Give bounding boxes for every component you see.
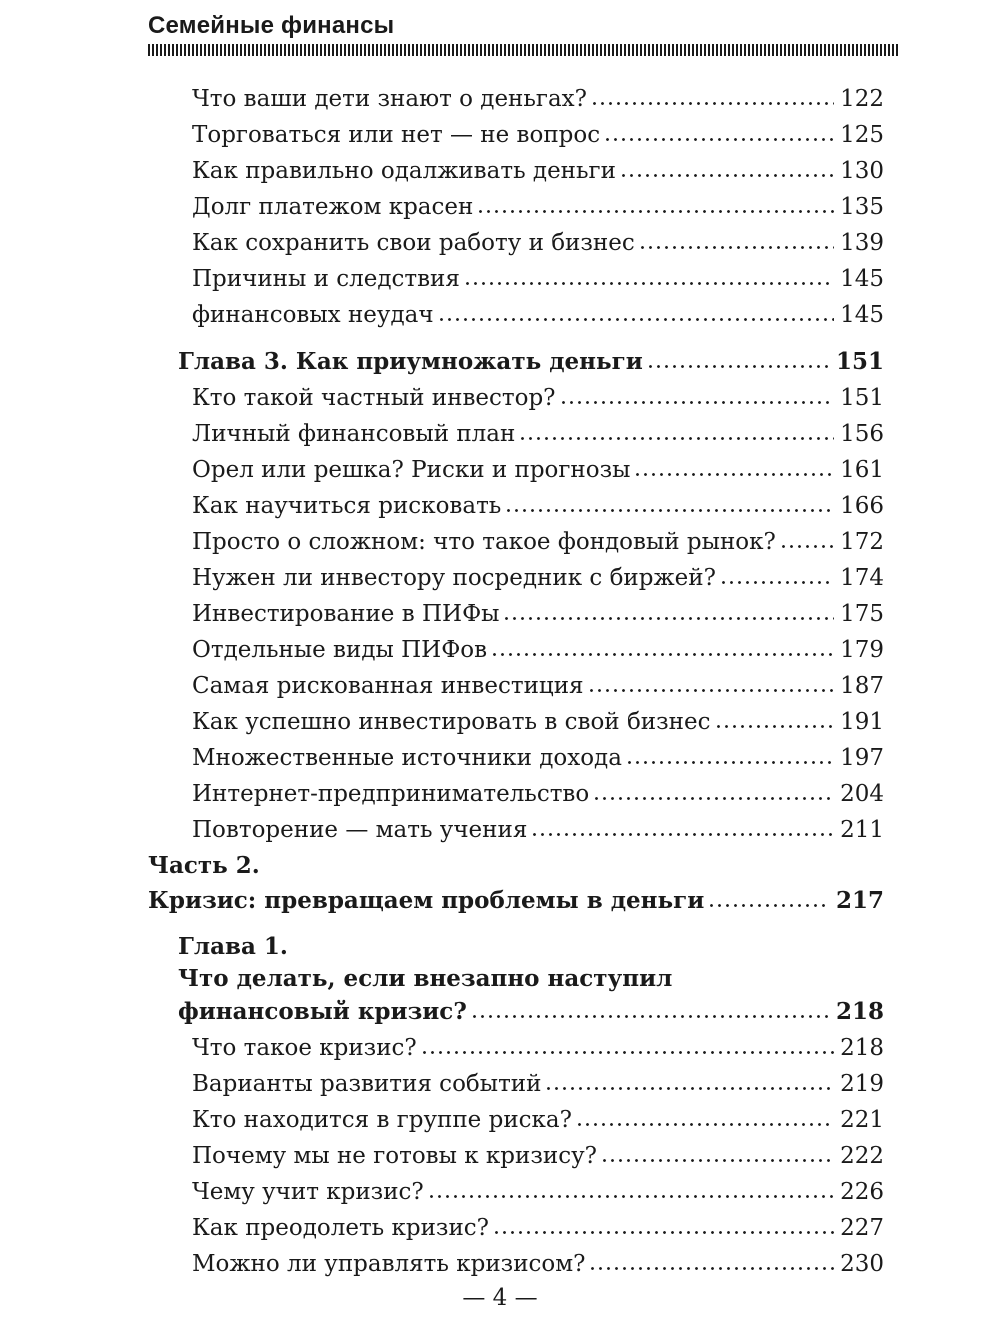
dot-leader xyxy=(649,365,830,369)
toc-entry xyxy=(192,669,884,703)
toc-entry xyxy=(192,777,884,811)
dot-leader xyxy=(593,102,834,106)
dot-leader xyxy=(505,617,834,621)
toc-entry-page: 125 xyxy=(840,122,884,148)
chapter-title: Глава 3. Как приумножать деньги xyxy=(178,348,643,375)
toc-entry xyxy=(192,190,884,224)
toc-entry xyxy=(192,82,884,116)
toc-entry-page: 197 xyxy=(840,745,884,771)
header-dotted-rule xyxy=(148,44,898,56)
dot-leader xyxy=(641,246,834,250)
toc-entry xyxy=(192,525,884,559)
page-number: — 4 — xyxy=(462,1285,538,1311)
toc-entry-page: 156 xyxy=(840,421,884,447)
toc-entry-title: финансовых неудач xyxy=(192,302,434,328)
toc-entry xyxy=(192,118,884,152)
toc-entry-title: Инвестирование в ПИФы xyxy=(192,601,500,627)
toc-entry-page: 227 xyxy=(840,1215,884,1241)
chapter-page: 218 xyxy=(835,998,884,1025)
toc-entry xyxy=(192,741,884,775)
toc-entry xyxy=(192,813,884,847)
toc-entry xyxy=(192,1067,884,1101)
toc-entry xyxy=(192,262,884,296)
toc-entry-title: Что такое кризис? xyxy=(192,1035,417,1061)
toc-entry-page: 219 xyxy=(840,1071,884,1097)
toc-entry-title: Варианты развития событий xyxy=(192,1071,542,1097)
toc-entry xyxy=(192,1211,884,1245)
toc-entry xyxy=(192,561,884,595)
toc-entry-title: Личный финансовый план xyxy=(192,421,516,447)
running-header-title: Семейные финансы xyxy=(148,12,395,39)
dot-leader xyxy=(636,473,834,477)
toc-entry-title: Торговаться или нет — не вопрос xyxy=(192,122,601,148)
dot-leader xyxy=(562,401,835,405)
toc-entry-title: Как успешно инвестировать в свой бизнес xyxy=(192,709,711,735)
toc-entry-page: 139 xyxy=(840,230,884,256)
toc-entry-page: 166 xyxy=(840,493,884,519)
toc-entry-page: 122 xyxy=(840,86,884,112)
toc-entry-title: Как научиться рисковать xyxy=(192,493,502,519)
toc-entry-page: 191 xyxy=(840,709,884,735)
dot-leader xyxy=(493,653,834,657)
chapter-title: финансовый кризис? xyxy=(178,998,467,1025)
toc-entry-page: 226 xyxy=(840,1179,884,1205)
dot-leader xyxy=(521,437,834,441)
toc-entry-page: 135 xyxy=(840,194,884,220)
toc-entry xyxy=(192,226,884,260)
toc-entry-page: 218 xyxy=(840,1035,884,1061)
toc-entry-title: Чему учит кризис? xyxy=(192,1179,424,1205)
toc-entry xyxy=(192,1139,884,1173)
toc-entry-page: 222 xyxy=(840,1143,884,1169)
part-title: Кризис: превращаем проблемы в деньги xyxy=(148,887,705,914)
toc-entry xyxy=(192,417,884,451)
dot-leader xyxy=(507,509,834,513)
toc-entry-title: Что ваши дети знают о деньгах? xyxy=(192,86,587,112)
dot-leader xyxy=(628,761,834,765)
toc-entry xyxy=(192,298,884,332)
dot-leader xyxy=(591,1267,834,1271)
dot-leader xyxy=(430,1195,834,1199)
toc-entry xyxy=(192,381,884,415)
toc-entry xyxy=(192,1031,884,1065)
toc-entry xyxy=(192,1103,884,1137)
toc-entry-title: Нужен ли инвестору посредник с биржей? xyxy=(192,565,716,591)
toc-entry xyxy=(192,489,884,523)
toc-entry-page: 145 xyxy=(840,266,884,292)
part-label: Часть 2. xyxy=(148,852,260,879)
toc-entry-title: Как преодолеть кризис? xyxy=(192,1215,490,1241)
toc-entry-page: 187 xyxy=(840,673,884,699)
dot-leader xyxy=(479,210,834,214)
toc-entry xyxy=(192,597,884,631)
toc-entry-page: 130 xyxy=(840,158,884,184)
toc-entry-title: Можно ли управлять кризисом? xyxy=(192,1251,586,1277)
toc-entry-title: Просто о сложном: что такое фондовый рынок? xyxy=(192,529,776,555)
toc-entry xyxy=(192,1247,884,1281)
toc-entry-title: Причины и следствия xyxy=(192,266,460,292)
toc-entry-title: Самая рискованная инвестиция xyxy=(192,673,584,699)
toc-entry-title: Кто находится в группе риска? xyxy=(192,1107,572,1133)
chapter-title-line: Что делать, если внезапно наступил xyxy=(178,965,673,992)
toc-entry-title: Орел или решка? Риски и прогнозы xyxy=(192,457,631,483)
toc-entry-title: Повторение — мать учения xyxy=(192,817,528,843)
dot-leader xyxy=(466,282,834,286)
toc-chapter-heading xyxy=(178,995,884,1029)
toc-entry-page: 172 xyxy=(840,529,884,555)
toc-entry-title: Интернет-предпринимательство xyxy=(192,781,590,807)
dot-leader xyxy=(722,581,834,585)
dot-leader xyxy=(710,904,830,908)
dot-leader xyxy=(606,138,834,142)
dot-leader xyxy=(423,1051,834,1055)
dot-leader xyxy=(533,833,834,837)
toc-chapter-heading xyxy=(178,345,884,379)
toc-entry-title: Как правильно одалживать деньги xyxy=(192,158,616,184)
dot-leader xyxy=(547,1087,834,1091)
toc-entry-page: 174 xyxy=(840,565,884,591)
chapter-label: Глава 1. xyxy=(178,933,288,960)
toc-entry-page: 179 xyxy=(840,637,884,663)
dot-leader xyxy=(440,318,835,322)
dot-leader xyxy=(603,1159,834,1163)
toc-entry-title: Долг платежом красен xyxy=(192,194,474,220)
toc-entry-page: 230 xyxy=(840,1251,884,1277)
dot-leader xyxy=(595,797,834,801)
toc-entry-page: 175 xyxy=(840,601,884,627)
toc-part-heading xyxy=(148,884,884,918)
toc-entry-title: Как сохранить свои работу и бизнес xyxy=(192,230,635,256)
toc-entry-page: 161 xyxy=(840,457,884,483)
toc-entry xyxy=(192,453,884,487)
dot-leader xyxy=(590,689,835,693)
chapter-page: 151 xyxy=(835,348,884,375)
toc-entry-title: Кто такой частный инвестор? xyxy=(192,385,556,411)
part-page: 217 xyxy=(835,887,884,914)
dot-leader xyxy=(495,1231,834,1235)
toc-entry xyxy=(192,154,884,188)
toc-entry-title: Почему мы не готовы к кризису? xyxy=(192,1143,597,1169)
dot-leader xyxy=(578,1123,834,1127)
dot-leader xyxy=(717,725,835,729)
toc-entry xyxy=(192,705,884,739)
toc-entry-page: 221 xyxy=(840,1107,884,1133)
toc-entry-page: 151 xyxy=(840,385,884,411)
toc-entry-page: 211 xyxy=(840,817,884,843)
dot-leader xyxy=(473,1015,830,1019)
toc-entry-title: Отдельные виды ПИФов xyxy=(192,637,488,663)
dot-leader xyxy=(622,174,834,178)
toc-entry xyxy=(192,633,884,667)
toc-entry-page: 145 xyxy=(840,302,884,328)
toc-entry-title: Множественные источники дохода xyxy=(192,745,622,771)
toc-entry-page: 204 xyxy=(840,781,884,807)
dot-leader xyxy=(782,545,834,549)
toc-entry xyxy=(192,1175,884,1209)
